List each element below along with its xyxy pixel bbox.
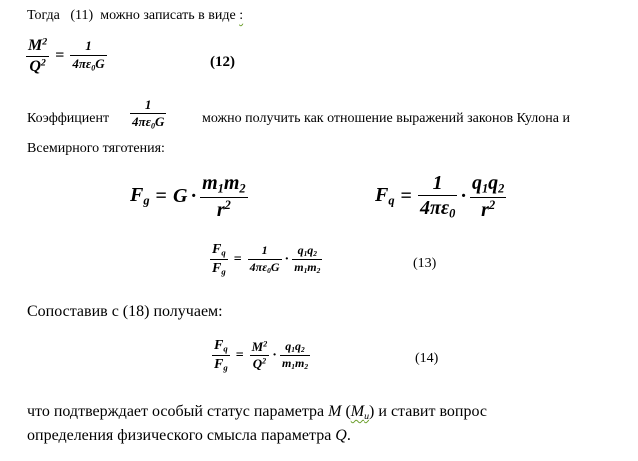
- coulomb-law: $F_q$ = $\frac{1}{4\pi\varepsilon_0}$ · $\frac{q_1q_2}{r^2}$: [375, 172, 505, 222]
- final-line1: что подтверждает особый статус параметра M $(M_u)$ и ставит вопрос: [27, 403, 487, 422]
- intro-colon: :: [239, 8, 244, 23]
- coef-text: можно получить как отношение выражений законов Кулона и: [202, 111, 570, 126]
- equation-12: $\frac{M^2}{Q^2}$ = $\frac{1}{4\pi\varepsilon_0G}$: [28, 36, 105, 75]
- eq13-label: (13): [413, 256, 437, 271]
- intro-line: [27, 8, 243, 24]
- eq14-label: (14): [415, 351, 439, 366]
- eq12-rhs: $\frac{1}{4\pi\varepsilon_0G}$: [72, 38, 105, 73]
- eq12-label: (12): [210, 54, 235, 70]
- equation-13: $\frac{F_q}{F_g}$ = $\frac{1}{4\pi\varepsilon_0G}$ · $\frac{q_1q_2}{m_1m_2}$: [212, 242, 321, 277]
- gravity-law: $F_g$ = G · $\frac{m_1m_2}{r^2}$: [130, 172, 246, 222]
- intro-ref: (11): [70, 8, 94, 23]
- coef-word: Коэффициент: [27, 111, 110, 126]
- eq12-lhs: $\frac{M^2}{Q^2}$: [28, 36, 48, 75]
- equation-14: $\frac{F_q}{F_g}$ = $\frac{M^2}{Q^2}$ · $\frac{q_1q_2}{m_1m_2}$: [214, 338, 309, 373]
- intro-suffix: можно записать в виде: [100, 8, 236, 23]
- intro-prefix: Тогда: [27, 8, 60, 23]
- compare-line: Сопоставив с (18) получаем:: [27, 303, 223, 320]
- coef-line2: Всемирного тяготения:: [27, 141, 165, 156]
- final-line2: определения физического смысла параметра Q.: [27, 427, 351, 444]
- coef-fraction: $\frac{1}{4\pi\varepsilon_0G}$: [132, 97, 165, 131]
